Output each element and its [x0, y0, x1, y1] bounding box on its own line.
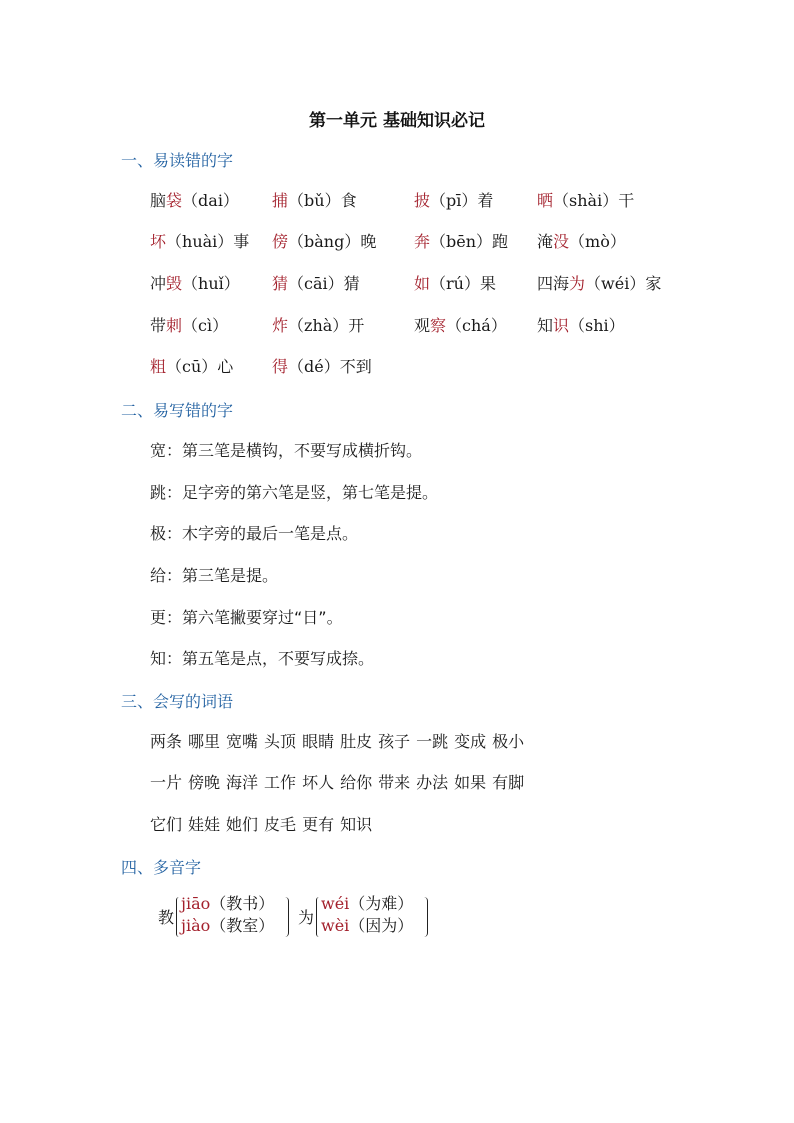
writing-note: 极：木字旁的最后一笔是点。 [150, 524, 359, 543]
word-part: 开 [348, 316, 365, 335]
pinyin: （mò） [569, 232, 626, 251]
pinyin: （shi） [569, 316, 625, 335]
example-word: （因为） [349, 916, 414, 935]
pinyin: （huǐ） [182, 274, 240, 293]
word-part: 带 [150, 316, 167, 335]
reading-item [150, 272, 240, 296]
polyphone-reading [321, 893, 413, 915]
pinyin: （chá） [446, 316, 507, 335]
highlighted-char: 得 [272, 357, 289, 376]
right-brace [423, 897, 428, 937]
word-part: 晚 [360, 232, 377, 251]
reading-item [272, 189, 357, 213]
highlighted-char: 坏 [150, 232, 167, 251]
section-heading-4: 四、多音字 [121, 858, 202, 877]
word: 娃娃 [188, 815, 221, 834]
pinyin: （cū） [166, 357, 218, 376]
word: 给你 [340, 773, 373, 792]
highlighted-char: 察 [430, 316, 447, 335]
writing-note: 知：第五笔是点，不要写成捺。 [150, 649, 375, 668]
word: 带来 [378, 773, 411, 792]
pinyin: （rú） [430, 274, 480, 293]
reading-item [537, 230, 626, 254]
reading-item [272, 230, 376, 254]
word-part: 淹 [537, 232, 554, 251]
polyphone-char: 教 [158, 908, 175, 927]
word: 办法 [416, 773, 449, 792]
word: 如果 [454, 773, 487, 792]
reading-item [537, 314, 625, 338]
polyphone-reading [181, 915, 274, 937]
word: 工作 [264, 773, 297, 792]
word: 一跳 [416, 732, 449, 751]
reading-item [537, 272, 661, 296]
page-title: 第一单元 基础知识必记 [309, 111, 485, 131]
writing-note: 宽：第三笔是横钩，不要写成横折钩。 [150, 441, 423, 460]
pinyin: （zhà） [288, 316, 349, 335]
word-part: 食 [340, 191, 357, 210]
word-part: 跑 [492, 232, 509, 251]
word-part: 心 [217, 357, 234, 376]
word: 傍晚 [188, 773, 221, 792]
highlighted-char: 晒 [537, 191, 554, 210]
word: 更有 [302, 815, 335, 834]
reading-item [414, 314, 507, 338]
word: 一片 [150, 773, 183, 792]
pinyin: jiào [181, 916, 211, 935]
polyphone-reading [321, 915, 413, 937]
pinyin: （bàng） [288, 232, 361, 251]
reading-item [537, 189, 634, 213]
word-part: 干 [618, 191, 635, 210]
word: 宽嘴 [226, 732, 259, 751]
highlighted-char: 毁 [166, 274, 183, 293]
pinyin: （cāi） [288, 274, 344, 293]
word: 哪里 [188, 732, 221, 751]
word-part: 事 [233, 232, 250, 251]
pinyin: jiāo [181, 894, 211, 913]
word-part: 猜 [343, 274, 360, 293]
word: 肚皮 [340, 732, 373, 751]
section-heading-3: 三、会写的词语 [121, 692, 234, 711]
word-part: 冲 [150, 274, 167, 293]
highlighted-char: 袋 [166, 191, 183, 210]
highlighted-char: 如 [414, 274, 431, 293]
highlighted-char: 傍 [272, 232, 289, 251]
pinyin: wèi [321, 916, 350, 935]
reading-item [150, 189, 239, 213]
polyphone-char: 为 [298, 908, 315, 927]
highlighted-char: 猜 [272, 274, 289, 293]
writing-note: 更：第六笔撇要穿过“日”。 [150, 608, 343, 627]
example-word: （教室） [210, 916, 275, 935]
pinyin: （pī） [430, 191, 478, 210]
pinyin: （wéi） [585, 274, 646, 293]
highlighted-char: 奔 [414, 232, 431, 251]
writing-note: 跳：足字旁的第六笔是竖，第七笔是提。 [150, 483, 439, 502]
reading-item [414, 189, 493, 213]
highlighted-char: 识 [553, 316, 570, 335]
word-part: 观 [414, 316, 431, 335]
word: 坏人 [302, 773, 335, 792]
reading-item [414, 230, 508, 254]
word: 两条 [150, 732, 183, 751]
example-word: （为难） [349, 894, 414, 913]
highlighted-char: 刺 [166, 316, 183, 335]
word-part: 知 [537, 316, 554, 335]
reading-item [150, 355, 233, 379]
word-part: 果 [479, 274, 496, 293]
word: 知识 [340, 815, 373, 834]
section-heading-2: 二、易写错的字 [121, 401, 234, 420]
pinyin: （dai） [182, 191, 239, 210]
pinyin: （cì） [182, 316, 229, 335]
reading-item [272, 272, 360, 296]
highlighted-char: 捕 [272, 191, 289, 210]
word: 眼睛 [302, 732, 335, 751]
word-row [150, 771, 530, 795]
section-heading-1: 一、易读错的字 [121, 151, 234, 170]
highlighted-char: 披 [414, 191, 431, 210]
reading-item [272, 355, 372, 379]
word-part: 不到 [339, 357, 372, 376]
reading-item [150, 314, 228, 338]
reading-item [414, 272, 496, 296]
word: 变成 [454, 732, 487, 751]
word-row [150, 730, 530, 754]
pinyin: （huài） [166, 232, 234, 251]
word: 有脚 [492, 773, 525, 792]
pinyin: （bǔ） [288, 191, 341, 210]
pinyin: （bēn） [430, 232, 493, 251]
polyphone-reading [181, 893, 274, 915]
pinyin: （dé） [288, 357, 340, 376]
writing-note: 给：第三笔是提。 [150, 566, 279, 585]
word: 皮毛 [264, 815, 297, 834]
word-part: 脑 [150, 191, 167, 210]
highlighted-char: 为 [569, 274, 586, 293]
word: 孩子 [378, 732, 411, 751]
word-part: 家 [645, 274, 662, 293]
example-word: （教书） [210, 894, 275, 913]
reading-item [150, 230, 249, 254]
pinyin: （shài） [553, 191, 619, 210]
highlighted-char: 粗 [150, 357, 167, 376]
word: 极小 [492, 732, 525, 751]
right-brace [284, 897, 289, 937]
word: 头顶 [264, 732, 297, 751]
word-part: 四海 [537, 274, 570, 293]
word-part: 着 [477, 191, 494, 210]
word-row [150, 813, 378, 837]
highlighted-char: 没 [553, 232, 570, 251]
reading-item [272, 314, 364, 338]
pinyin: wéi [321, 894, 350, 913]
word: 她们 [226, 815, 259, 834]
word: 海洋 [226, 773, 259, 792]
highlighted-char: 炸 [272, 316, 289, 335]
word: 它们 [150, 815, 183, 834]
